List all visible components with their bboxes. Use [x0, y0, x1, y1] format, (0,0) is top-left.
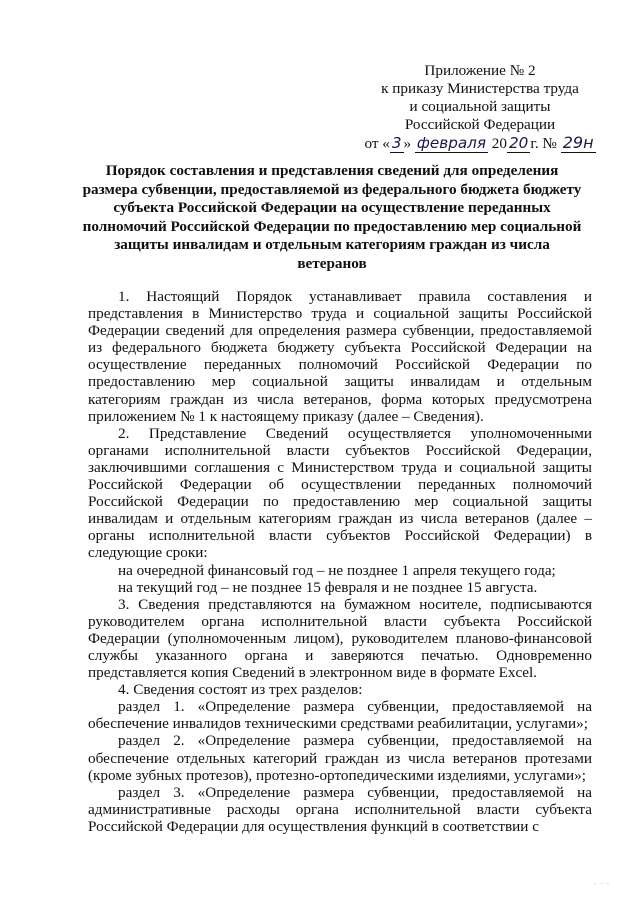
date-prefix: от «	[364, 135, 390, 152]
appendix-header	[360, 62, 600, 153]
paragraph-1: 1. Настоящий Порядок устанавливает правила составления и представления в Министерство труда и социальной защиты Российской Федерации сведений для определения размера субвенции, предоставляемой из федерального бюджета бюджету субъекта Российской Федерации на осуществление переданных полномочий Российской Федерации по предоставлению мер социальной защиты инвалидам и отдельным категориям граждан из числа ветеранов, форма которых предусмотрена приложением № 1 к настоящему приказу (далее – Сведения).	[88, 288, 592, 425]
appendix-date-line	[360, 134, 600, 153]
date-year-handwritten: 20	[508, 134, 529, 152]
section-1-item: раздел 1. «Определение размера субвенции, предоставляемой на обеспечение инвалидов техническими средствами реабилитации, услугами»;	[88, 698, 592, 733]
scan-noise-dots: · · ·	[594, 880, 611, 888]
title-line: ветеранов	[297, 254, 367, 272]
date-day-handwritten: 3	[391, 134, 402, 152]
order-number-handwritten: 29н	[562, 133, 594, 152]
document-body	[88, 288, 592, 835]
paragraph-4: 4. Сведения состоят из трех разделов:	[118, 681, 363, 699]
date-year-start: 20	[491, 135, 507, 152]
section-3-item: раздел 3. «Определение размера субвенции, предоставляемой на административные расходы органа исполнительной власти субъекта Российской Федерации для осуществления функций в соответствии с	[88, 783, 592, 835]
paragraph-2-deadline-next-year: на очередной финансовый год – не позднее 1 апреля текущего года;	[118, 561, 556, 579]
appendix-order-ref: к приказу Министерства труда	[381, 80, 579, 97]
appendix-country-line: Российской Федерации	[404, 116, 556, 133]
title-line: субъекта Российской Федерации на осуществление переданных	[113, 199, 551, 217]
appendix-ministry-line: и социальной защиты	[409, 98, 551, 115]
title-line: защиты инвалидам и отдельным категориям граждан из числа	[114, 236, 550, 254]
date-month-handwritten: февраля	[416, 134, 486, 152]
title-line: полномочий Российской Федерации по предоставлению мер социальной	[82, 217, 582, 235]
title-line: размера субвенции, предоставляемой из федерального бюджета бюджету	[82, 180, 582, 198]
title-line: Порядок составления и представления сведений для определения	[105, 162, 559, 179]
appendix-title: Приложение № 2	[424, 62, 536, 79]
date-year-end: г. №	[530, 135, 557, 152]
date-separator: »	[403, 135, 412, 152]
paragraph-2-deadline-current-year: на текущий год – не позднее 15 февраля и не позднее 15 августа.	[118, 578, 538, 596]
paragraph-2: 2. Представление Сведений осуществляется уполномоченными органами исполнительной власти субъектов Российской Федерации, заключившими соглашения с Министерством труда и социальной защиты Российской Федерации об осуществлении переданных полномочий Российской Федерации по предоставлению мер социальной защиты инвалидам и отдельным категориям граждан из числа ветеранов (далее – органы исполнительной власти субъектов Российской Федерации) в следующие сроки:	[88, 424, 592, 562]
paragraph-3: 3. Сведения представляются на бумажном носителе, подписываются руководителем органа исполнительной власти субъекта Российской Федерации (уполномоченным лицом), руководителем планово-финансовой службы указанного органа и заверяются печатью. Одновременно представляется копия Сведений в электронном виде в формате Excel.	[88, 595, 592, 682]
document-title	[72, 162, 592, 274]
section-2-item: раздел 2. «Определение размера субвенции, предоставляемой на обеспечение отдельных категорий граждан из числа ветеранов протезами (кроме зубных протезов), протезно-ортопедическими изделиями, услугами»;	[88, 732, 592, 784]
